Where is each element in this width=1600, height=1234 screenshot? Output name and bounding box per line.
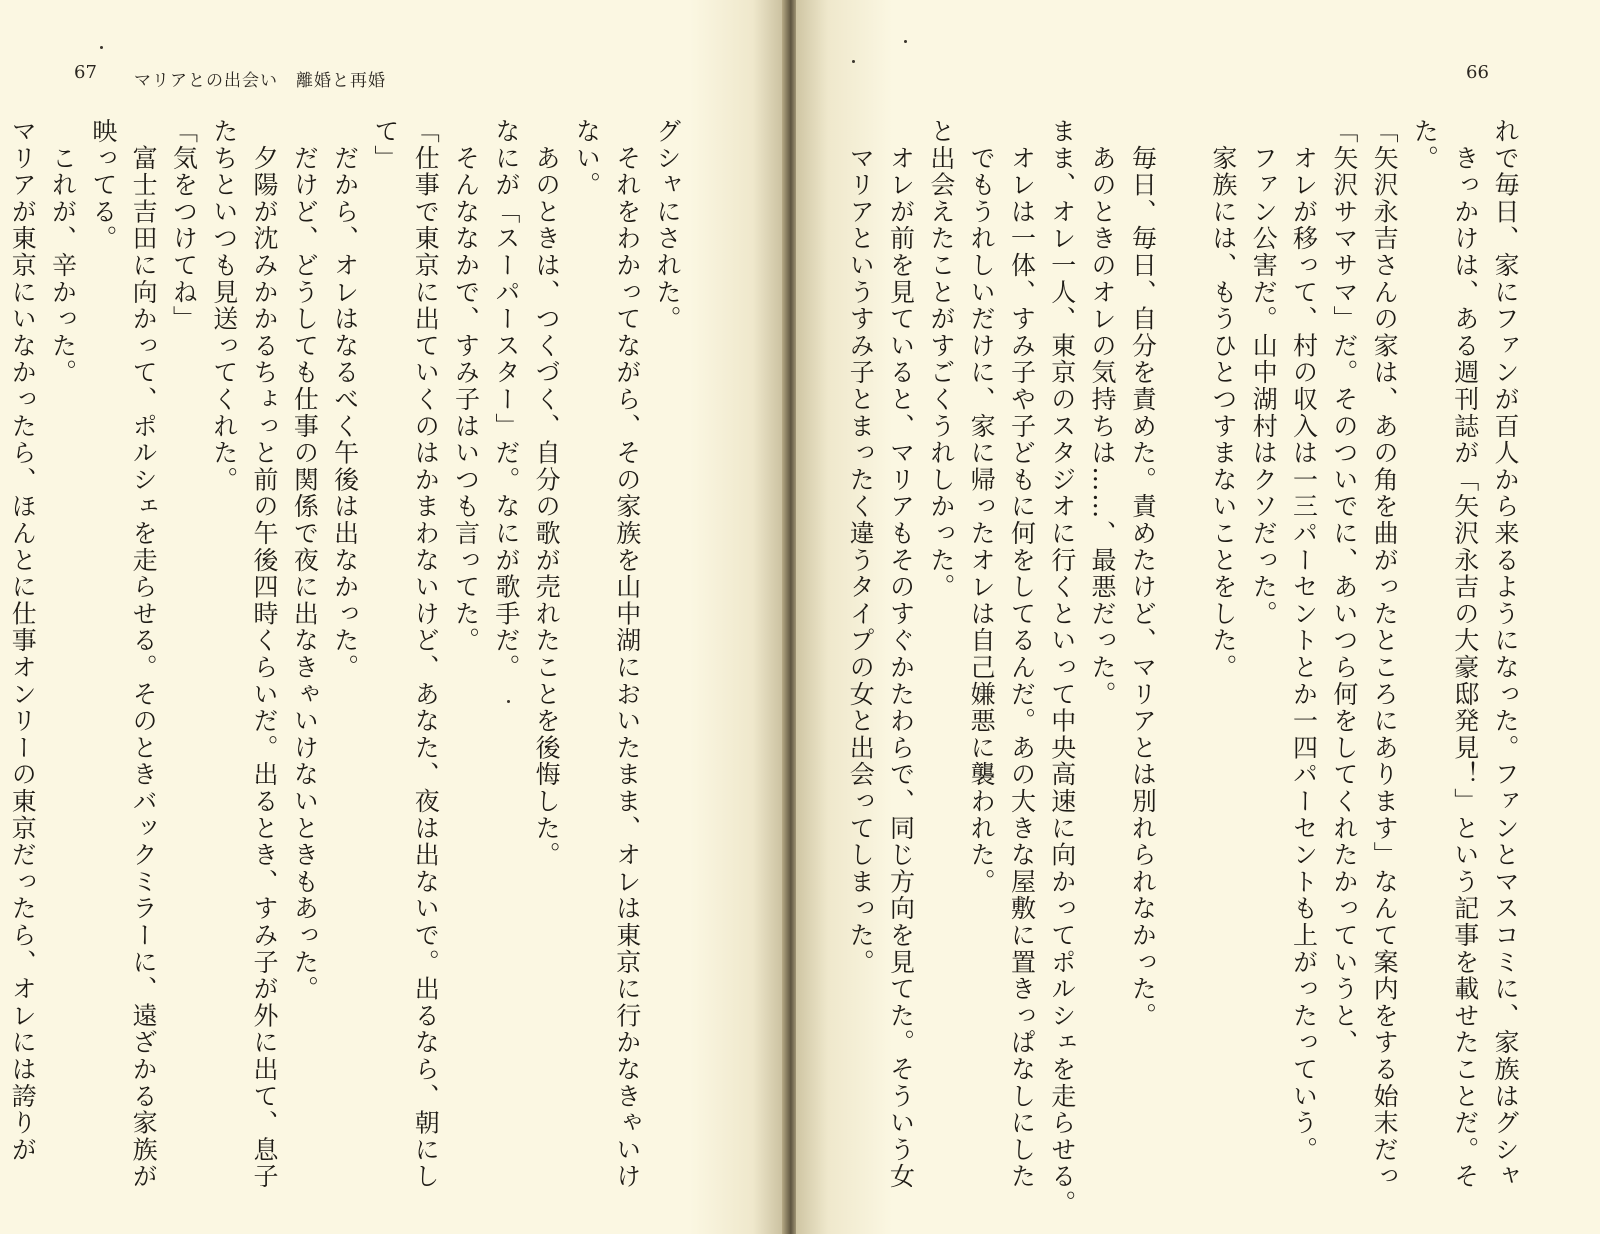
body-line: 毎日、毎日、自分を責めた。責めたけど、マリアとは別れられなかった。 [1128, 118, 1158, 1030]
body-line: 「矢沢サマサマ」だ。そのついでに、あいつら何をしてくれたかっていうと、 [1329, 118, 1359, 1056]
body-line: そんななかで、すみ子はいつも言ってた。 [451, 118, 481, 654]
body-line: 家族には、もうひとつすまないことをした。 [1208, 118, 1238, 681]
paper-speck [852, 60, 855, 63]
body-line: マリアというすみ子とまったく違うタイプの女と出会ってしまった。 [846, 118, 876, 976]
paper-speck [100, 46, 103, 49]
body-line: マリアが東京にいなかったら、ほんとに仕事オンリーの東京だったら、オレには誇りが [8, 118, 38, 1164]
body-line: グシャにされた。 [653, 118, 682, 333]
body-line: 「矢沢永吉さんの家は、あの角を曲がったところにあります」なんて案内をする始末だっ [1370, 118, 1400, 1190]
right-page-body [846, 118, 1525, 1217]
body-line: たちといつも見送ってくれた。 [209, 118, 239, 494]
body-line: ない。 [572, 118, 602, 199]
body-line: 映ってる。 [88, 118, 118, 252]
body-line: オレが移って、村の収入は一三パーセントとか一四パーセントも上がったっていう。 [1289, 118, 1319, 1164]
body-line: きっかけは、ある週刊誌が「矢沢永吉の大豪邸発見！」という記事を載せたことだ。そ [1450, 118, 1480, 1190]
body-line: 「気をつけてね」 [169, 118, 199, 333]
body-line: て」 [370, 118, 400, 172]
paper-speck [904, 40, 907, 43]
body-line: あのときのオレの気持ちは……、最悪だった。 [1088, 118, 1118, 708]
body-line: あのときは、つくづく、自分の歌が売れたことを後悔した。 [532, 118, 562, 869]
right-page-number: 66 [1466, 62, 1489, 83]
body-line: なにが「スーパースター」だ。なにが歌手だ。 [491, 118, 521, 681]
paper-speck [507, 700, 510, 703]
left-page [0, 0, 784, 1234]
body-line: れで毎日、家にファンが百人から来るようになった。ファンとマスコミに、家族はグシャ [1491, 118, 1520, 1190]
body-line: まま、オレ一人、東京のスタジオに行くといって中央高速に向かってポルシェを走らせる。 [1047, 118, 1077, 1217]
body-line: だけど、どうしても仕事の関係で夜に出なきゃいけないときもあった。 [290, 118, 320, 1003]
body-line: でもうれしいだけに、家に帰ったオレは自己嫌悪に襲われた。 [967, 118, 997, 896]
running-head: マリアとの出会い 離婚と再婚 [134, 71, 386, 91]
body-line: これが、辛かった。 [48, 118, 78, 386]
body-line: だから、オレはなるべく午後は出なかった。 [330, 118, 360, 681]
body-line: オレは一体、すみ子や子どもに何をしてるんだ。あの大きな屋敷に置きっぱなしにした [1007, 118, 1037, 1190]
body-line: 「仕事で東京に出ていくのはかまわないけど、あなた、夜は出ないで。出るなら、朝にし [411, 118, 441, 1190]
body-line: それをわかってながら、その家族を山中湖においたまま、オレは東京に行かなきゃいけ [612, 118, 642, 1190]
left-page-number: 67 [74, 62, 97, 83]
section-break [1162, 118, 1202, 1198]
body-line: た。 [1410, 118, 1440, 172]
left-page-body [8, 118, 687, 1198]
body-line: と出会えたことがすごくうれしかった。 [926, 118, 956, 601]
body-line: オレが前を見ていると、マリアもそのすぐかたわらで、同じ方向を見てた。そういう女 [886, 118, 916, 1190]
body-line: 富士吉田に向かって、ポルシェを走らせる。そのときバックミラーに、遠ざかる家族が [129, 118, 159, 1190]
body-line: ファン公害だ。山中湖村はクソだった。 [1249, 118, 1279, 628]
body-line: 夕陽が沈みかかるちょっと前の午後四時くらいだ。出るとき、すみ子が外に出て、息子 [250, 118, 280, 1190]
